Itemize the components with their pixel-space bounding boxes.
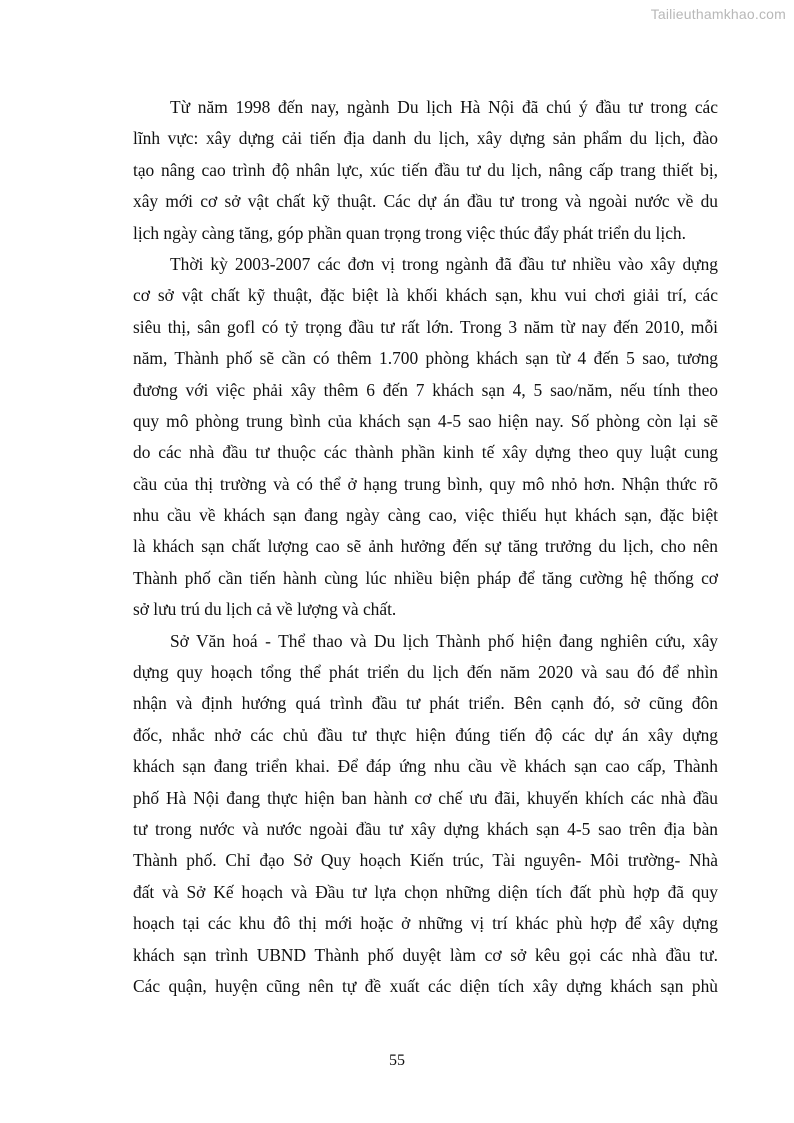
text-line: khách sạn đang triển khai. Để đáp ứng nhu cầu về khách sạn cao cấp, Thành xyxy=(133,756,718,777)
document-body xyxy=(133,92,718,1002)
text-line: Sở Văn hoá - Thể thao và Du lịch Thành phố hiện đang nghiên cứu, xây xyxy=(170,630,718,651)
text-line: lịch ngày càng tăng, góp phần quan trọng trong việc thúc đẩy phát triển du lịch. xyxy=(133,222,686,243)
text-line: tư trong nước và nước ngoài đầu tư xây dựng khách sạn 4-5 sao trên địa bàn xyxy=(133,818,718,839)
text-line: cầu của thị trường và có thể ở hạng trung bình, quy mô nhỏ hơn. Nhận thức rõ xyxy=(133,473,718,494)
paragraph xyxy=(133,92,718,249)
text-line: năm, Thành phố sẽ cần có thêm 1.700 phòng khách sạn từ 4 đến 5 sao, tương xyxy=(133,348,718,369)
text-line: quy mô phòng trung bình của khách sạn 4-5 sao hiện nay. Số phòng còn lại sẽ xyxy=(133,410,718,431)
text-line: đất và Sở Kế hoạch và Đầu tư lựa chọn những diện tích đất phù hợp đã quy xyxy=(133,881,718,902)
text-line: Từ năm 1998 đến nay, ngành Du lịch Hà Nội đã chú ý đầu tư trong các xyxy=(170,97,718,117)
text-line: phố Hà Nội đang thực hiện ban hành cơ chế ưu đãi, khuyến khích các nhà đầu xyxy=(133,787,718,808)
text-line: lĩnh vực: xây dựng cải tiến địa danh du lịch, xây dựng sản phẩm du lịch, đào xyxy=(133,128,718,149)
text-line: xây mới cơ sở vật chất kỹ thuật. Các dự án đầu tư trong và ngoài nước về du xyxy=(133,191,718,212)
text-line: Thời kỳ 2003-2007 các đơn vị trong ngành đã đầu tư nhiều vào xây dựng xyxy=(170,253,718,274)
watermark: Tailieuthamkhao.com xyxy=(650,6,786,22)
paragraph xyxy=(133,626,718,1003)
text-line: Thành phố cần tiến hành cùng lúc nhiều biện pháp để tăng cường hệ thống cơ xyxy=(133,567,718,588)
text-line: dựng quy hoạch tổng thể phát triển du lịch đến năm 2020 và sau đó để nhìn xyxy=(133,662,718,683)
text-line: Các quận, huyện cũng nên tự đề xuất các diện tích xây dựng khách sạn phù xyxy=(133,975,718,996)
text-line: tạo nâng cao trình độ nhân lực, xúc tiến đầu tư du lịch, nâng cấp trang thiết bị, xyxy=(133,159,718,180)
text-line: nhu cầu về khách sạn đang ngày càng cao, việc thiếu hụt khách sạn, đặc biệt xyxy=(133,505,718,526)
text-line: hoạch tại các khu đô thị mới hoặc ở những vị trí khác phù hợp để xây dựng xyxy=(133,913,718,934)
text-line: đương với việc phải xây thêm 6 đến 7 khách sạn 4, 5 sao/năm, nếu tính theo xyxy=(133,379,718,400)
text-line: sở lưu trú du lịch cả về lượng và chất. xyxy=(133,599,397,620)
text-line: do các nhà đầu tư thuộc các thành phần kinh tế xây dựng theo quy luật cung xyxy=(133,442,718,463)
text-line: cơ sở vật chất kỹ thuật, đặc biệt là khối khách sạn, khu vui chơi giải trí, các xyxy=(133,285,718,306)
text-line: siêu thị, sân gofl có tỷ trọng đầu tư rất lớn. Trong 3 năm từ nay đến 2010, mỗi xyxy=(133,316,718,337)
text-line: khách sạn trình UBND Thành phố duyệt làm cơ sở kêu gọi các nhà đầu tư. xyxy=(133,944,718,965)
text-line: là khách sạn chất lượng cao sẽ ảnh hưởng đến sự tăng trưởng du lịch, cho nên xyxy=(133,536,718,557)
paragraph xyxy=(133,249,718,626)
text-line: nhận và định hướng quá trình đầu tư phát triển. Bên cạnh đó, sở cũng đôn xyxy=(133,693,718,714)
page-number: 55 xyxy=(389,1052,405,1069)
text-line: đốc, nhắc nhở các chủ đầu tư thực hiện đúng tiến độ các dự án xây dựng xyxy=(133,724,718,745)
text-line: Thành phố. Chỉ đạo Sở Quy hoạch Kiến trúc, Tài nguyên- Môi trường- Nhà xyxy=(133,850,718,871)
